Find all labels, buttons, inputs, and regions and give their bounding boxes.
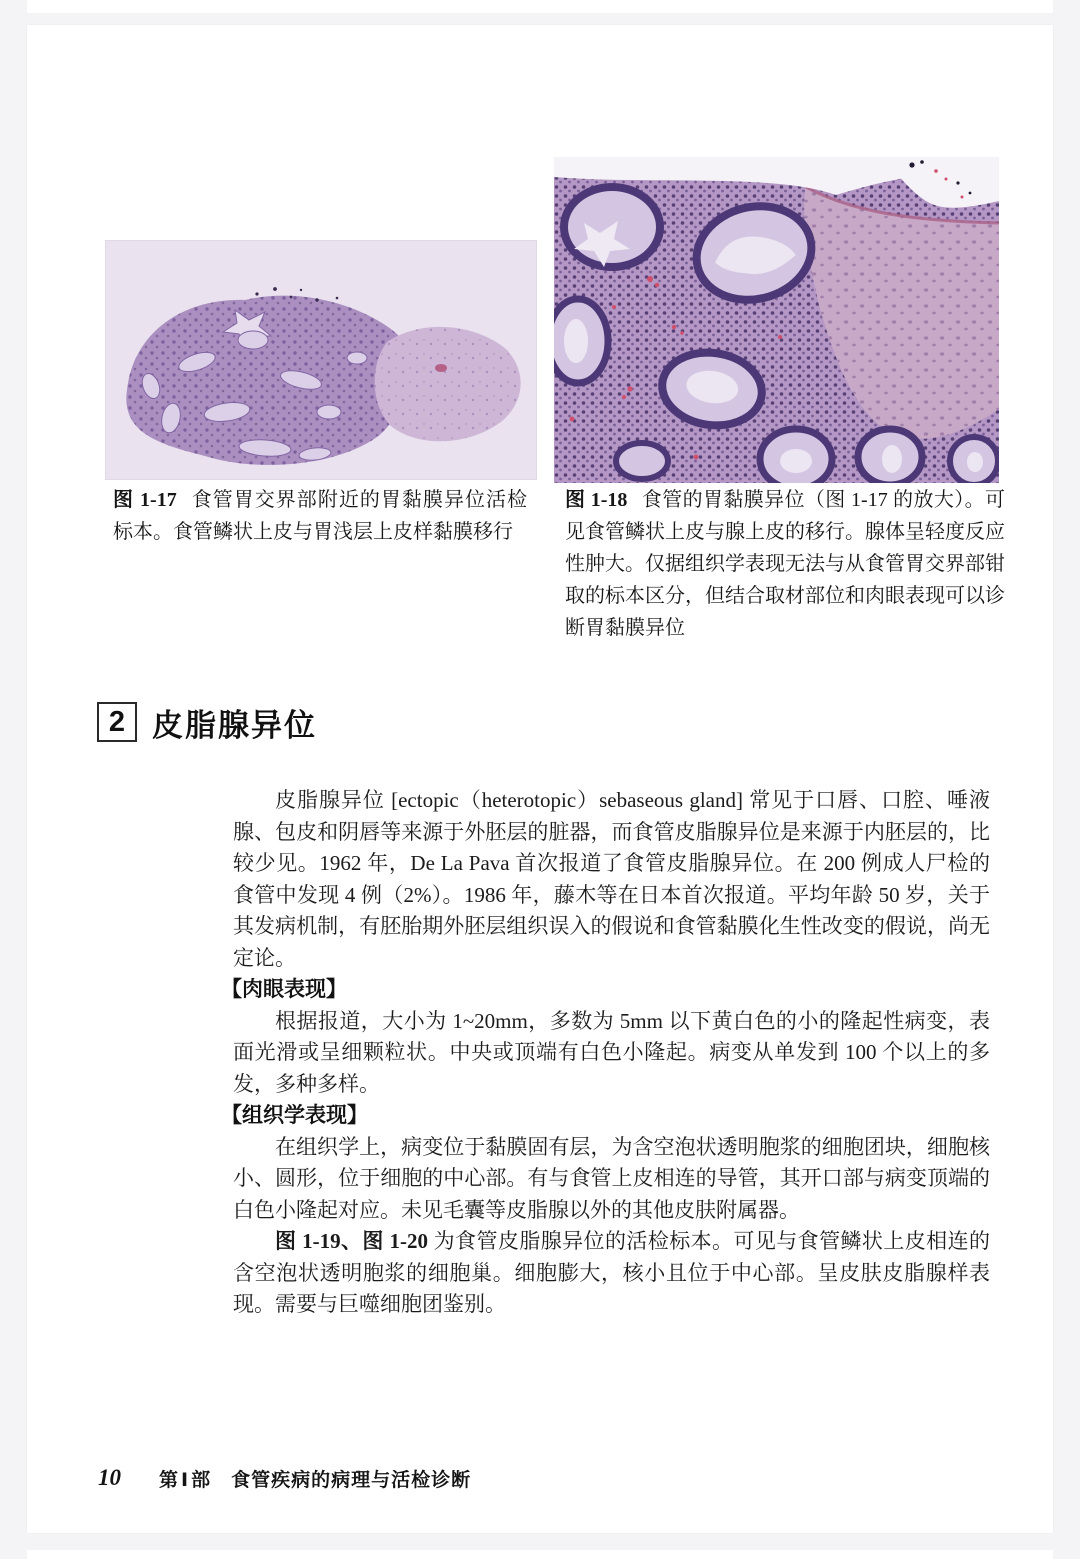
- figure-1-17-caption: [113, 484, 527, 548]
- footer-book-title: 食管疾病的病理与活检诊断: [231, 1469, 472, 1491]
- page-footer: [98, 1465, 471, 1491]
- figure-1-18-caption-text: 食管的胃黏膜异位（图 1-17 的放大）。可见食管鳞状上皮与腺上皮的移行。腺体呈轻度反应性肿大。仅据组织学表现无法与从食管胃交界部钳取的标本区分，但结合取材部位和肉眼表现可以诊断胃黏膜异位: [565, 489, 1005, 639]
- body-text-block: [221, 785, 990, 1321]
- figure-reference-text: 为食管皮脂腺异位的活检标本。可见与食管鳞状上皮相连的含空泡状透明胞浆的细胞巢。细胞膨大，核小且位于中心部。呈皮肤皮脂腺样表现。需要与巨噬细胞团鉴别。: [233, 1229, 990, 1316]
- histology-micrograph-low-power: [105, 240, 537, 480]
- section-title: 皮脂腺异位: [152, 707, 317, 743]
- page-number: 10: [98, 1465, 121, 1490]
- figure-1-18-label: 图 1-18: [565, 489, 628, 511]
- paragraph-figure-references: [233, 1226, 990, 1321]
- figure-1-17-label: 图 1-17: [113, 489, 177, 511]
- previous-page-edge: [27, 0, 1053, 13]
- section-heading: [97, 701, 317, 743]
- subheading-histologic-findings: 【组织学表现】: [221, 1104, 368, 1127]
- figure-1-17-caption-text: 食管胃交界部附近的胃黏膜异位活检标本。食管鳞状上皮与胃浅层上皮样黏膜移行: [113, 489, 527, 543]
- figure-1-17-image: [105, 240, 537, 480]
- figure-reference-labels: 图 1-19、图 1-20: [275, 1229, 428, 1253]
- paragraph-gross-findings: 根据报道，大小为 1~20mm，多数为 5mm 以下黄白色的小的隆起性病变，表面光滑或呈细颗粒状。中央或顶端有白色小隆起。病变从单发到 100 个以上的多发，多种多样。: [233, 1008, 990, 1096]
- subheading-gross-findings: 【肉眼表现】: [221, 978, 347, 1001]
- paragraph-histologic-findings: 在组织学上，病变位于黏膜固有层，为含空泡状透明胞浆的细胞团块，细胞核小、圆形，位于细胞的中心部。有与食管上皮相连的导管，其开口部与病变顶端的白色小隆起对应。未见毛囊等皮脂腺以外的其他皮肤附属器。: [233, 1134, 990, 1222]
- footer-part-label: 第Ⅰ部: [159, 1469, 214, 1491]
- figure-1-18-caption: [565, 484, 1005, 644]
- figure-1-18-image: [554, 157, 999, 483]
- paragraph-overview: 皮脂腺异位 [ectopic（heterotopic）sebaseous gland] 常见于口唇、口腔、唾液腺、包皮和阴唇等来源于外胚层的脏器，而食管皮脂腺异位是来源于内胚层的，比较少见。1962 年，De La Pava 首次报道了食管皮脂腺异位。在 200 例成人尸检的食管中发现 4 例（2%）。1986 年，藤木等在日本首次报道。平均年龄 50 岁，关于其发病机制，有胚胎期外胚层组织误入的假说和食管黏膜化生性改变的假说，尚无定论。: [233, 788, 990, 970]
- section-number-box: 2: [97, 702, 137, 742]
- book-page: [27, 25, 1053, 1533]
- histology-micrograph-high-power: [554, 157, 999, 483]
- next-page-edge: [27, 1550, 1053, 1559]
